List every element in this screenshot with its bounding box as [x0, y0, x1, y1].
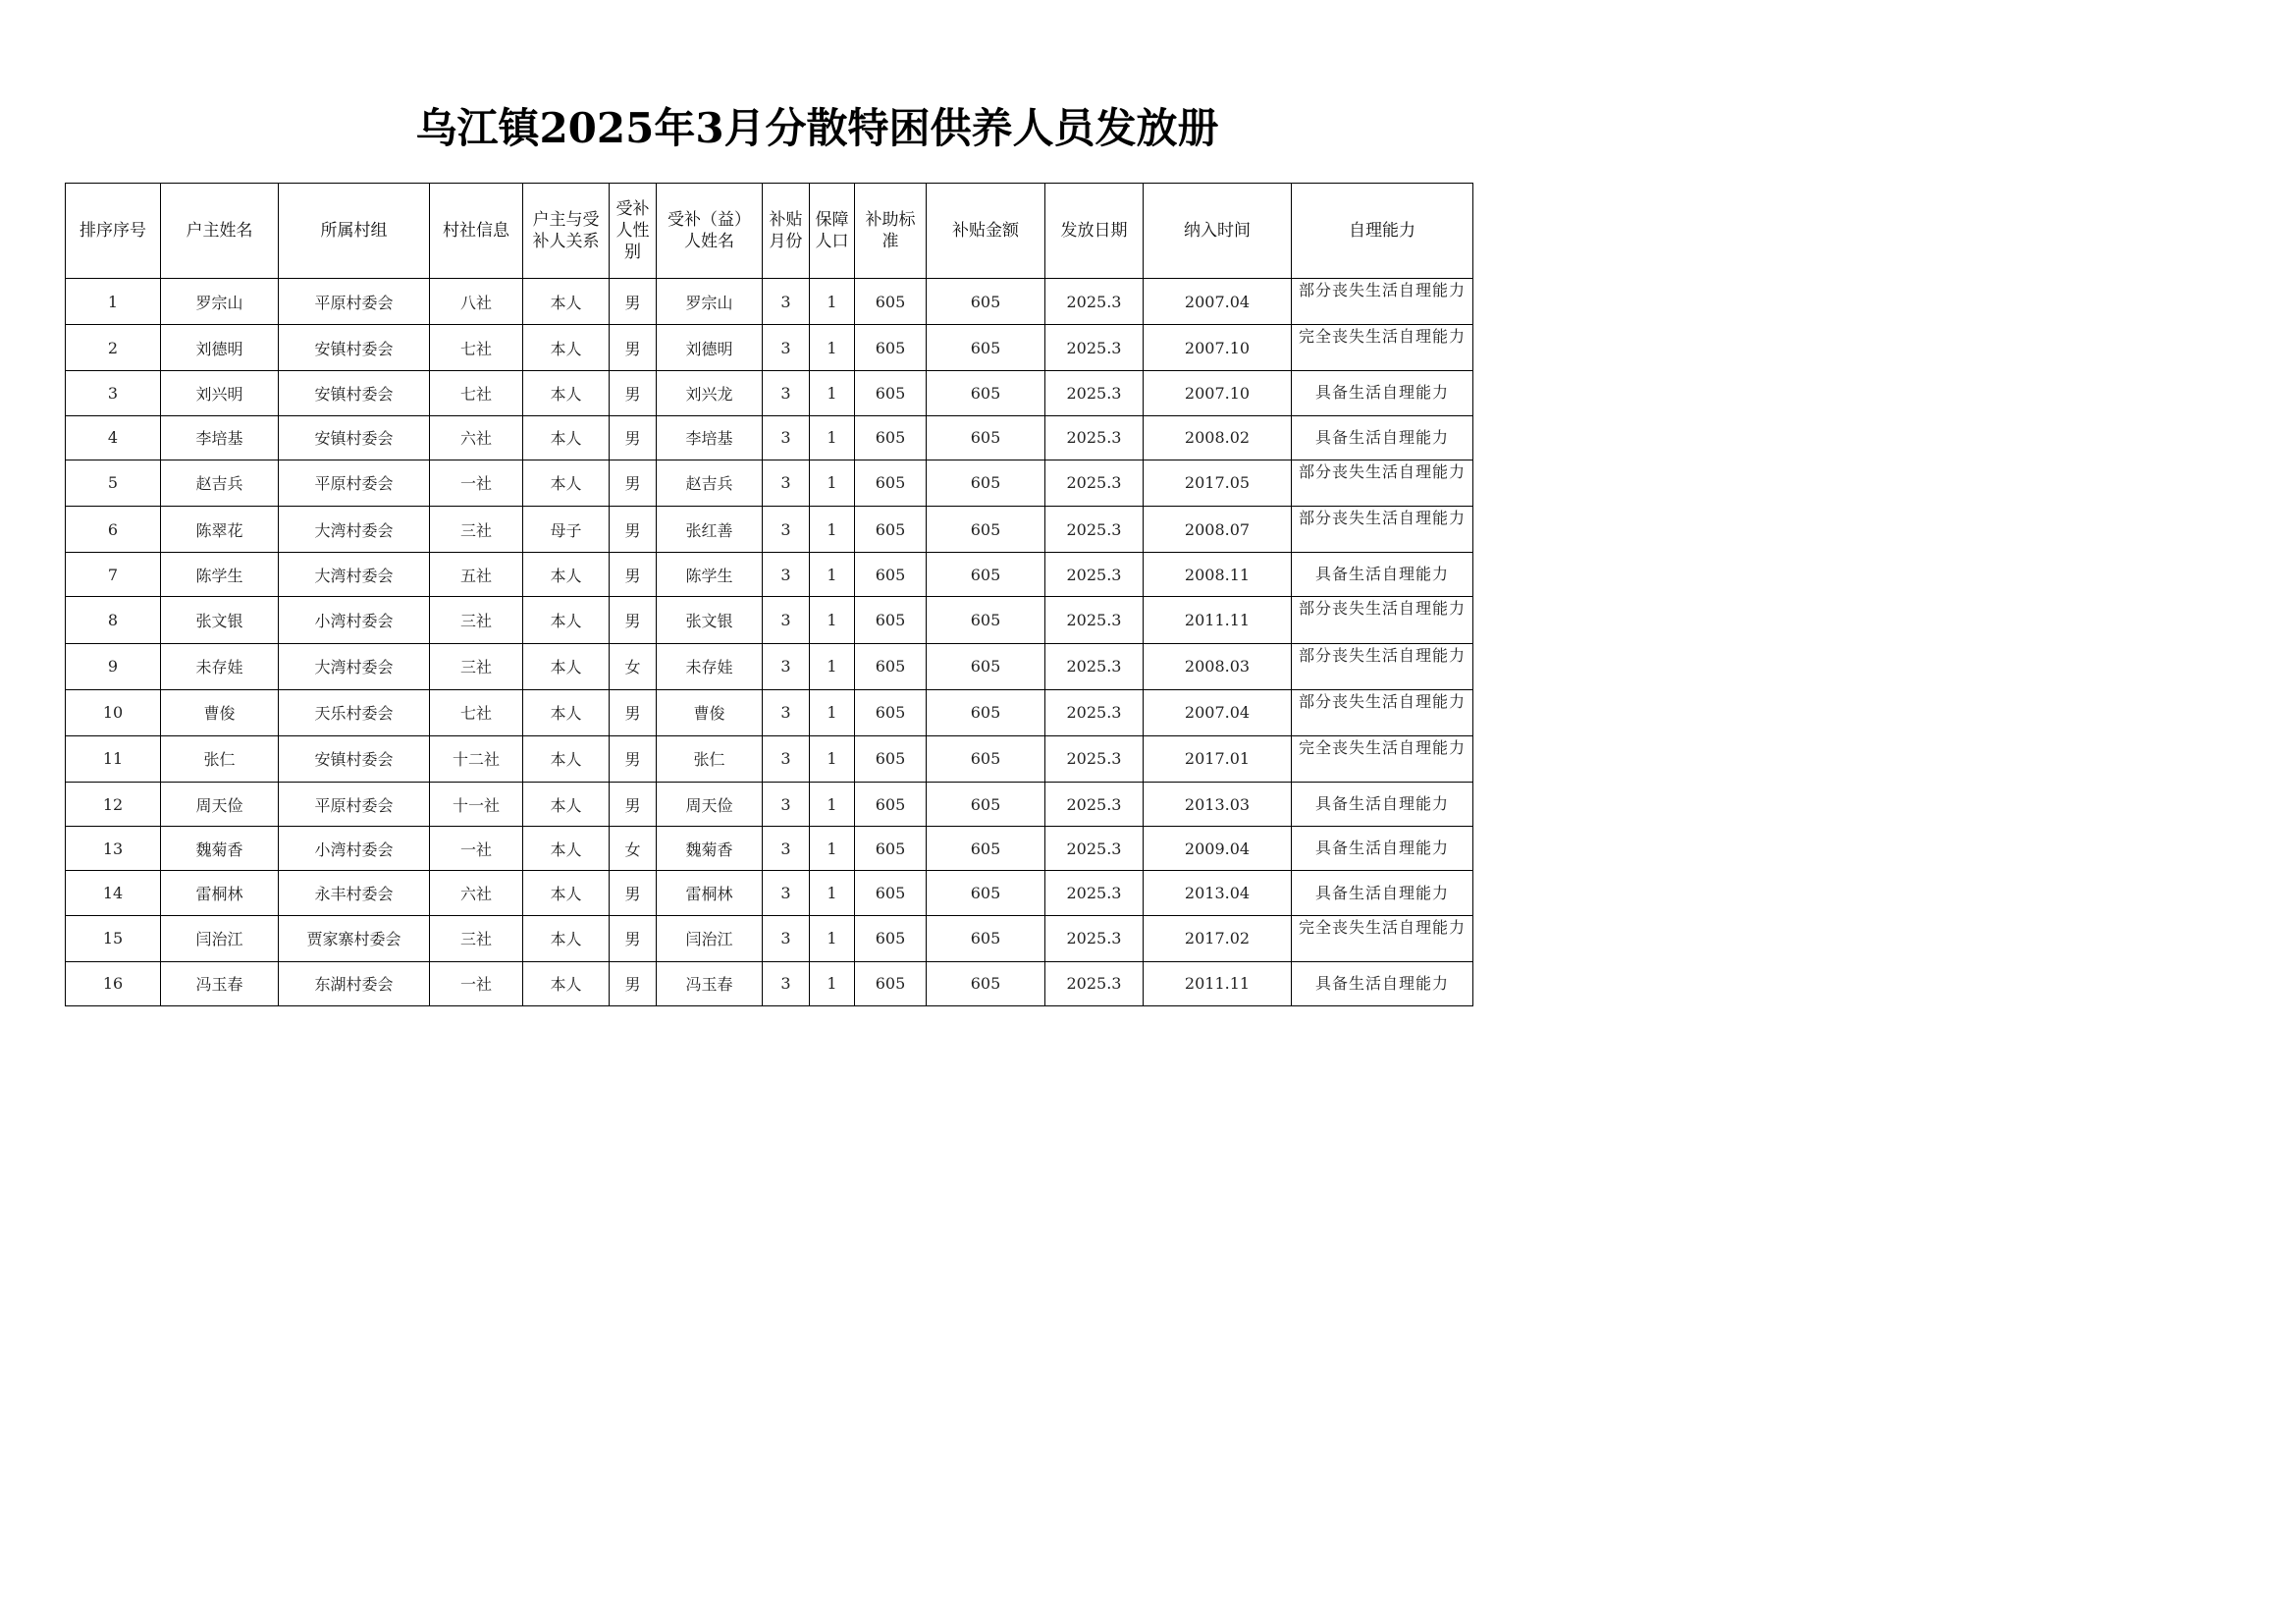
enroll-date-cell: 2008.11 [1144, 553, 1292, 597]
months-cell: 3 [763, 325, 810, 371]
amount-cell: 605 [927, 827, 1045, 871]
ability-cell: 具备生活自理能力 [1292, 961, 1473, 1005]
gender-cell: 男 [610, 915, 657, 961]
gender-cell: 男 [610, 506, 657, 552]
seq-cell: 7 [66, 553, 161, 597]
seq-cell: 13 [66, 827, 161, 871]
persons-cell: 1 [810, 325, 855, 371]
table-row [66, 961, 1473, 1005]
months-cell: 3 [763, 827, 810, 871]
persons-cell: 1 [810, 506, 855, 552]
enroll-date-cell: 2008.07 [1144, 506, 1292, 552]
ability-cell: 部分丧失生活自理能力 [1292, 460, 1473, 506]
enroll-date-cell: 2007.04 [1144, 279, 1292, 325]
group-cell: 一社 [430, 827, 523, 871]
gender-cell: 女 [610, 643, 657, 689]
gender-cell: 男 [610, 597, 657, 643]
seq-cell: 14 [66, 871, 161, 915]
head-name-cell: 刘兴明 [161, 371, 279, 415]
head-name-cell: 未存娃 [161, 643, 279, 689]
table-row [66, 506, 1473, 552]
village-cell: 平原村委会 [279, 279, 430, 325]
gender-cell: 男 [610, 460, 657, 506]
persons-cell: 1 [810, 689, 855, 735]
standard-cell: 605 [855, 506, 927, 552]
recipient-cell: 张红善 [657, 506, 763, 552]
ability-cell: 部分丧失生活自理能力 [1292, 506, 1473, 552]
ability-cell: 具备生活自理能力 [1292, 783, 1473, 827]
gender-cell: 男 [610, 871, 657, 915]
gender-cell: 男 [610, 325, 657, 371]
standard-cell: 605 [855, 553, 927, 597]
table-row [66, 597, 1473, 643]
ability-cell: 部分丧失生活自理能力 [1292, 279, 1473, 325]
relation-cell: 本人 [523, 415, 610, 460]
issue-date-cell: 2025.3 [1045, 460, 1144, 506]
standard-cell: 605 [855, 371, 927, 415]
enroll-date-cell: 2007.10 [1144, 371, 1292, 415]
seq-cell: 2 [66, 325, 161, 371]
issue-date-cell: 2025.3 [1045, 279, 1144, 325]
months-cell: 3 [763, 915, 810, 961]
group-cell: 三社 [430, 915, 523, 961]
seq-cell: 4 [66, 415, 161, 460]
standard-cell: 605 [855, 827, 927, 871]
relation-cell: 本人 [523, 643, 610, 689]
table-row [66, 279, 1473, 325]
recipient-cell: 罗宗山 [657, 279, 763, 325]
group-cell: 三社 [430, 643, 523, 689]
col-header-persons: 保障人口 [810, 184, 855, 279]
standard-cell: 605 [855, 689, 927, 735]
relation-cell: 本人 [523, 915, 610, 961]
recipient-cell: 未存娃 [657, 643, 763, 689]
amount-cell: 605 [927, 371, 1045, 415]
table-row [66, 371, 1473, 415]
village-cell: 安镇村委会 [279, 415, 430, 460]
persons-cell: 1 [810, 827, 855, 871]
relation-cell: 本人 [523, 871, 610, 915]
col-header-seq: 排序序号 [66, 184, 161, 279]
seq-cell: 5 [66, 460, 161, 506]
seq-cell: 15 [66, 915, 161, 961]
group-cell: 七社 [430, 371, 523, 415]
gender-cell: 女 [610, 827, 657, 871]
recipient-cell: 魏菊香 [657, 827, 763, 871]
group-cell: 六社 [430, 871, 523, 915]
village-cell: 安镇村委会 [279, 735, 430, 782]
head-name-cell: 赵吉兵 [161, 460, 279, 506]
standard-cell: 605 [855, 460, 927, 506]
persons-cell: 1 [810, 915, 855, 961]
village-cell: 小湾村委会 [279, 827, 430, 871]
table-row [66, 643, 1473, 689]
months-cell: 3 [763, 460, 810, 506]
persons-cell: 1 [810, 643, 855, 689]
persons-cell: 1 [810, 553, 855, 597]
header-row [66, 184, 1473, 279]
relation-cell: 本人 [523, 597, 610, 643]
table-row [66, 871, 1473, 915]
head-name-cell: 闫治江 [161, 915, 279, 961]
enroll-date-cell: 2017.02 [1144, 915, 1292, 961]
months-cell: 3 [763, 279, 810, 325]
table-row [66, 553, 1473, 597]
amount-cell: 605 [927, 553, 1045, 597]
ability-cell: 具备生活自理能力 [1292, 871, 1473, 915]
enroll-date-cell: 2013.03 [1144, 783, 1292, 827]
months-cell: 3 [763, 553, 810, 597]
persons-cell: 1 [810, 783, 855, 827]
seq-cell: 1 [66, 279, 161, 325]
col-header-village: 所属村组 [279, 184, 430, 279]
recipient-cell: 刘兴龙 [657, 371, 763, 415]
standard-cell: 605 [855, 735, 927, 782]
gender-cell: 男 [610, 961, 657, 1005]
seq-cell: 8 [66, 597, 161, 643]
enroll-date-cell: 2008.02 [1144, 415, 1292, 460]
amount-cell: 605 [927, 279, 1045, 325]
issue-date-cell: 2025.3 [1045, 506, 1144, 552]
standard-cell: 605 [855, 783, 927, 827]
recipient-cell: 陈学生 [657, 553, 763, 597]
gender-cell: 男 [610, 783, 657, 827]
recipient-cell: 刘德明 [657, 325, 763, 371]
table-row [66, 827, 1473, 871]
issue-date-cell: 2025.3 [1045, 871, 1144, 915]
seq-cell: 9 [66, 643, 161, 689]
village-cell: 永丰村委会 [279, 871, 430, 915]
gender-cell: 男 [610, 415, 657, 460]
persons-cell: 1 [810, 371, 855, 415]
gender-cell: 男 [610, 371, 657, 415]
months-cell: 3 [763, 415, 810, 460]
amount-cell: 605 [927, 460, 1045, 506]
relation-cell: 本人 [523, 735, 610, 782]
recipient-cell: 赵吉兵 [657, 460, 763, 506]
issue-date-cell: 2025.3 [1045, 553, 1144, 597]
group-cell: 八社 [430, 279, 523, 325]
col-header-head-name: 户主姓名 [161, 184, 279, 279]
persons-cell: 1 [810, 871, 855, 915]
group-cell: 三社 [430, 597, 523, 643]
group-cell: 一社 [430, 460, 523, 506]
persons-cell: 1 [810, 460, 855, 506]
months-cell: 3 [763, 871, 810, 915]
issue-date-cell: 2025.3 [1045, 783, 1144, 827]
enroll-date-cell: 2008.03 [1144, 643, 1292, 689]
head-name-cell: 李培基 [161, 415, 279, 460]
seq-cell: 11 [66, 735, 161, 782]
recipient-cell: 冯玉春 [657, 961, 763, 1005]
standard-cell: 605 [855, 643, 927, 689]
issue-date-cell: 2025.3 [1045, 643, 1144, 689]
amount-cell: 605 [927, 735, 1045, 782]
standard-cell: 605 [855, 597, 927, 643]
months-cell: 3 [763, 597, 810, 643]
amount-cell: 605 [927, 415, 1045, 460]
village-cell: 安镇村委会 [279, 325, 430, 371]
ability-cell: 部分丧失生活自理能力 [1292, 643, 1473, 689]
issue-date-cell: 2025.3 [1045, 961, 1144, 1005]
standard-cell: 605 [855, 279, 927, 325]
page-title: 乌江镇2025年3月分散特困供养人员发放册 [415, 104, 1219, 152]
issue-date-cell: 2025.3 [1045, 689, 1144, 735]
months-cell: 3 [763, 783, 810, 827]
table-row [66, 735, 1473, 782]
gender-cell: 男 [610, 279, 657, 325]
head-name-cell: 陈学生 [161, 553, 279, 597]
amount-cell: 605 [927, 915, 1045, 961]
amount-cell: 605 [927, 643, 1045, 689]
ability-cell: 部分丧失生活自理能力 [1292, 597, 1473, 643]
col-header-months: 补贴月份 [763, 184, 810, 279]
ability-cell: 具备生活自理能力 [1292, 371, 1473, 415]
group-cell: 七社 [430, 689, 523, 735]
ability-cell: 部分丧失生活自理能力 [1292, 689, 1473, 735]
relation-cell: 本人 [523, 325, 610, 371]
ability-cell: 具备生活自理能力 [1292, 827, 1473, 871]
recipient-cell: 雷桐林 [657, 871, 763, 915]
village-cell: 天乐村委会 [279, 689, 430, 735]
standard-cell: 605 [855, 961, 927, 1005]
group-cell: 六社 [430, 415, 523, 460]
standard-cell: 605 [855, 915, 927, 961]
relation-cell: 本人 [523, 827, 610, 871]
col-header-amount: 补贴金额 [927, 184, 1045, 279]
persons-cell: 1 [810, 597, 855, 643]
table-row [66, 915, 1473, 961]
standard-cell: 605 [855, 415, 927, 460]
standard-cell: 605 [855, 325, 927, 371]
amount-cell: 605 [927, 325, 1045, 371]
standard-cell: 605 [855, 871, 927, 915]
amount-cell: 605 [927, 783, 1045, 827]
gender-cell: 男 [610, 689, 657, 735]
months-cell: 3 [763, 371, 810, 415]
issue-date-cell: 2025.3 [1045, 371, 1144, 415]
village-cell: 大湾村委会 [279, 506, 430, 552]
issue-date-cell: 2025.3 [1045, 735, 1144, 782]
persons-cell: 1 [810, 415, 855, 460]
months-cell: 3 [763, 689, 810, 735]
seq-cell: 10 [66, 689, 161, 735]
table-row [66, 325, 1473, 371]
issue-date-cell: 2025.3 [1045, 827, 1144, 871]
col-header-ability: 自理能力 [1292, 184, 1473, 279]
group-cell: 十二社 [430, 735, 523, 782]
ability-cell: 完全丧失生活自理能力 [1292, 735, 1473, 782]
group-cell: 七社 [430, 325, 523, 371]
head-name-cell: 冯玉春 [161, 961, 279, 1005]
recipient-cell: 周天俭 [657, 783, 763, 827]
enroll-date-cell: 2011.11 [1144, 597, 1292, 643]
recipient-cell: 曹俊 [657, 689, 763, 735]
col-header-enroll-date: 纳入时间 [1144, 184, 1292, 279]
recipient-cell: 闫治江 [657, 915, 763, 961]
village-cell: 小湾村委会 [279, 597, 430, 643]
amount-cell: 605 [927, 871, 1045, 915]
recipient-cell: 张仁 [657, 735, 763, 782]
recipient-cell: 李培基 [657, 415, 763, 460]
recipient-cell: 张文银 [657, 597, 763, 643]
persons-cell: 1 [810, 735, 855, 782]
enroll-date-cell: 2009.04 [1144, 827, 1292, 871]
relation-cell: 本人 [523, 279, 610, 325]
table-row [66, 415, 1473, 460]
amount-cell: 605 [927, 961, 1045, 1005]
enroll-date-cell: 2017.01 [1144, 735, 1292, 782]
village-cell: 安镇村委会 [279, 371, 430, 415]
enroll-date-cell: 2007.10 [1144, 325, 1292, 371]
group-cell: 三社 [430, 506, 523, 552]
seq-cell: 12 [66, 783, 161, 827]
ability-cell: 完全丧失生活自理能力 [1292, 915, 1473, 961]
col-header-issue-date: 发放日期 [1045, 184, 1144, 279]
gender-cell: 男 [610, 735, 657, 782]
roster-table [65, 183, 1473, 1006]
relation-cell: 本人 [523, 961, 610, 1005]
enroll-date-cell: 2007.04 [1144, 689, 1292, 735]
issue-date-cell: 2025.3 [1045, 415, 1144, 460]
col-header-standard: 补助标准 [855, 184, 927, 279]
enroll-date-cell: 2011.11 [1144, 961, 1292, 1005]
head-name-cell: 罗宗山 [161, 279, 279, 325]
col-header-gender: 受补人性别 [610, 184, 657, 279]
months-cell: 3 [763, 961, 810, 1005]
amount-cell: 605 [927, 689, 1045, 735]
village-cell: 贾家寨村委会 [279, 915, 430, 961]
enroll-date-cell: 2013.04 [1144, 871, 1292, 915]
relation-cell: 本人 [523, 783, 610, 827]
ability-cell: 具备生活自理能力 [1292, 553, 1473, 597]
persons-cell: 1 [810, 279, 855, 325]
months-cell: 3 [763, 506, 810, 552]
table-row [66, 689, 1473, 735]
head-name-cell: 刘德明 [161, 325, 279, 371]
relation-cell: 母子 [523, 506, 610, 552]
relation-cell: 本人 [523, 371, 610, 415]
issue-date-cell: 2025.3 [1045, 325, 1144, 371]
persons-cell: 1 [810, 961, 855, 1005]
table-body [66, 279, 1473, 1006]
head-name-cell: 陈翠花 [161, 506, 279, 552]
col-header-recipient: 受补（益）人姓名 [657, 184, 763, 279]
months-cell: 3 [763, 643, 810, 689]
village-cell: 平原村委会 [279, 460, 430, 506]
table-row [66, 783, 1473, 827]
seq-cell: 3 [66, 371, 161, 415]
amount-cell: 605 [927, 597, 1045, 643]
issue-date-cell: 2025.3 [1045, 915, 1144, 961]
village-cell: 平原村委会 [279, 783, 430, 827]
issue-date-cell: 2025.3 [1045, 597, 1144, 643]
col-header-group: 村社信息 [430, 184, 523, 279]
months-cell: 3 [763, 735, 810, 782]
seq-cell: 16 [66, 961, 161, 1005]
table-row [66, 460, 1473, 506]
head-name-cell: 张仁 [161, 735, 279, 782]
amount-cell: 605 [927, 506, 1045, 552]
gender-cell: 男 [610, 553, 657, 597]
head-name-cell: 雷桐林 [161, 871, 279, 915]
relation-cell: 本人 [523, 553, 610, 597]
ability-cell: 具备生活自理能力 [1292, 415, 1473, 460]
seq-cell: 6 [66, 506, 161, 552]
village-cell: 大湾村委会 [279, 643, 430, 689]
village-cell: 东湖村委会 [279, 961, 430, 1005]
head-name-cell: 周天俭 [161, 783, 279, 827]
group-cell: 十一社 [430, 783, 523, 827]
head-name-cell: 张文银 [161, 597, 279, 643]
relation-cell: 本人 [523, 689, 610, 735]
group-cell: 一社 [430, 961, 523, 1005]
head-name-cell: 曹俊 [161, 689, 279, 735]
village-cell: 大湾村委会 [279, 553, 430, 597]
ability-cell: 完全丧失生活自理能力 [1292, 325, 1473, 371]
enroll-date-cell: 2017.05 [1144, 460, 1292, 506]
relation-cell: 本人 [523, 460, 610, 506]
col-header-relation: 户主与受补人关系 [523, 184, 610, 279]
head-name-cell: 魏菊香 [161, 827, 279, 871]
group-cell: 五社 [430, 553, 523, 597]
